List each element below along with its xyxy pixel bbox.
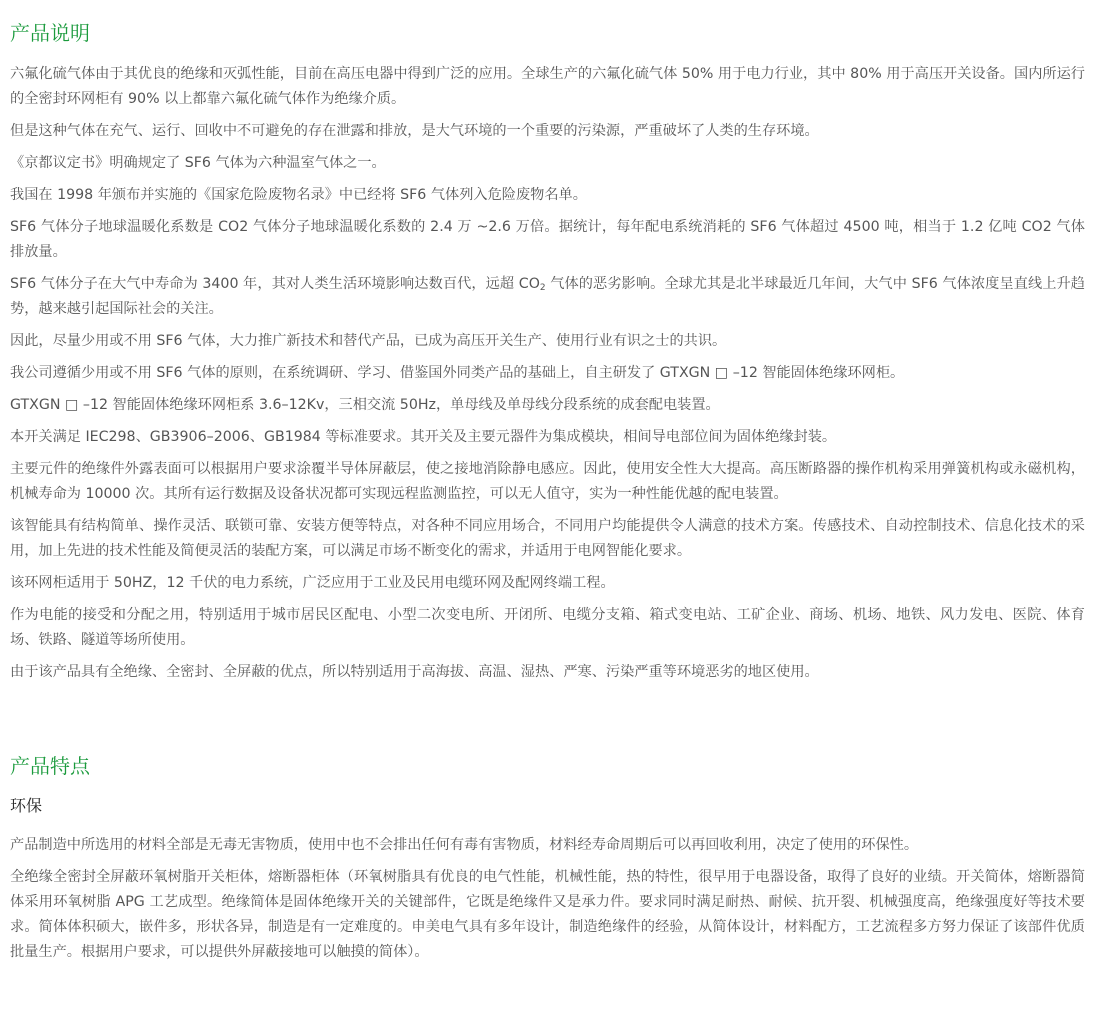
paragraph: 六氟化硫气体由于其优良的绝缘和灭弧性能，目前在高压电器中得到广泛的应用。全球生产的六氟化硫气体 50% 用于电力行业，其中 80% 用于高压开关设备。国内所运行的全密封环网柜有 90% 以上都靠六氟化硫气体作为绝缘介质。 bbox=[10, 66, 1085, 107]
paragraph: 该环网柜适用于 50HZ，12 千伏的电力系统，广泛应用于工业及民用电缆环网及配网终端工程。 bbox=[10, 575, 615, 591]
paragraph: 全绝缘全密封全屏蔽环氧树脂开关柜体，熔断器柜体（环氧树脂具有优良的电气性能，机械性能，热的特性，很早用于电器设备，取得了良好的业绩。开关简体，熔断器简体采用环氧树脂 APG 工艺成型。绝缘简体是固体绝缘开关的关键部件，它既是绝缘件又是承力件。要求同时满足耐热、耐候、抗开裂、机械强度高，绝缘强度好等技术要求。简体体积硕大，嵌件多，形状各异，制造是有一定难度的。申美电气具有多年设计，制造绝缘件的经验，从简体设计，材料配方，工艺流程多方努力保证了该部件优质批量生产。根据用户要求，可以提供外屏蔽接地可以触摸的简体）。 bbox=[10, 869, 1085, 960]
paragraph: GTXGN □ –12 智能固体绝缘环网柜系 3.6–12Kv，三相交流 50Hz，单母线及单母线分段系统的成套配电装置。 bbox=[10, 397, 720, 413]
paragraph-co2 bbox=[10, 272, 1085, 322]
co2-text-after: 气体的恶劣影响。全球尤其是北半球最近几年间，大气中 SF6 气体浓度呈直线上升趋势，越来越引起国际社会的关注。 bbox=[10, 276, 1085, 317]
paragraph: 因此，尽量少用或不用 SF6 气体，大力推广新技术和替代产品，已成为高压开关生产、使用行业有识之士的共识。 bbox=[10, 333, 727, 349]
paragraph: 但是这种气体在充气、运行、回收中不可避免的存在泄露和排放，是大气环境的一个重要的污染源，严重破坏了人类的生存环境。 bbox=[10, 123, 819, 139]
paragraph: 本开关满足 IEC298、GB3906–2006、GB1984 等标准要求。其开关及主要元器件为集成模块，相间导电部位间为固体绝缘封装。 bbox=[10, 429, 837, 445]
co2-text-before: SF6 气体分子在大气中寿命为 3400 年，其对人类生活环境影响达数百代，远超 CO bbox=[10, 276, 540, 292]
paragraph: 作为电能的接受和分配之用，特别适用于城市居民区配电、小型二次变电所、开闭所、电缆分支箱、箱式变电站、工矿企业、商场、机场、地铁、风力发电、医院、体育场、铁路、隧道等场所使用。 bbox=[10, 607, 1085, 648]
paragraph: 主要元件的绝缘件外露表面可以根据用户要求涂覆半导体屏蔽层，使之接地消除静电感应。因此，使用安全性大大提高。高压断路器的操作机构采用弹簧机构或永磁机构，机械寿命为 10000 次。其所有运行数据及设备状况都可实现远程监测监控，可以无人值守，实为一种性能优越的配电装置。 bbox=[10, 461, 1085, 502]
paragraph: 由于该产品具有全绝缘、全密封、全屏蔽的优点，所以特别适用于高海拔、高温、湿热、严寒、污染严重等环境恶劣的地区使用。 bbox=[10, 664, 819, 680]
paragraph: 产品制造中所选用的材料全部是无毒无害物质，使用中也不会排出任何有毒有害物质，材料经寿命周期后可以再回收利用，决定了使用的环保性。 bbox=[10, 837, 919, 853]
co2-subscript: 2 bbox=[539, 283, 546, 293]
paragraph: 我国在 1998 年颁布并实施的《国家危险废物名录》中已经将 SF6 气体列入危险废物名单。 bbox=[10, 187, 587, 203]
feature-subheading: 环保 bbox=[10, 796, 43, 815]
paragraph: 该智能具有结构简单、操作灵活、联锁可靠、安装方便等特点，对各种不同应用场合，不同用户均能提供令人满意的技术方案。传感技术、自动控制技术、信息化技术的采用，加上先进的技术性能及简便灵活的装配方案，可以满足市场不断变化的需求，并适用于电网智能化要求。 bbox=[10, 518, 1085, 559]
paragraph: 《京都议定书》明确规定了 SF6 气体为六种温室气体之一。 bbox=[10, 155, 386, 171]
section-title-features: 产品特点 bbox=[10, 754, 90, 778]
paragraph: SF6 气体分子地球温暖化系数是 CO2 气体分子地球温暖化系数的 2.4 万 ~2.6 万倍。据统计，每年配电系统消耗的 SF6 气体超过 4500 吨，相当于 1.2 亿吨 CO2 气体排放量。 bbox=[10, 219, 1085, 260]
section-title-description: 产品说明 bbox=[10, 21, 90, 45]
paragraph: 我公司遵循少用或不用 SF6 气体的原则，在系统调研、学习、借鉴国外同类产品的基础上，自主研发了 GTXGN □ –12 智能固体绝缘环网柜。 bbox=[10, 365, 905, 381]
